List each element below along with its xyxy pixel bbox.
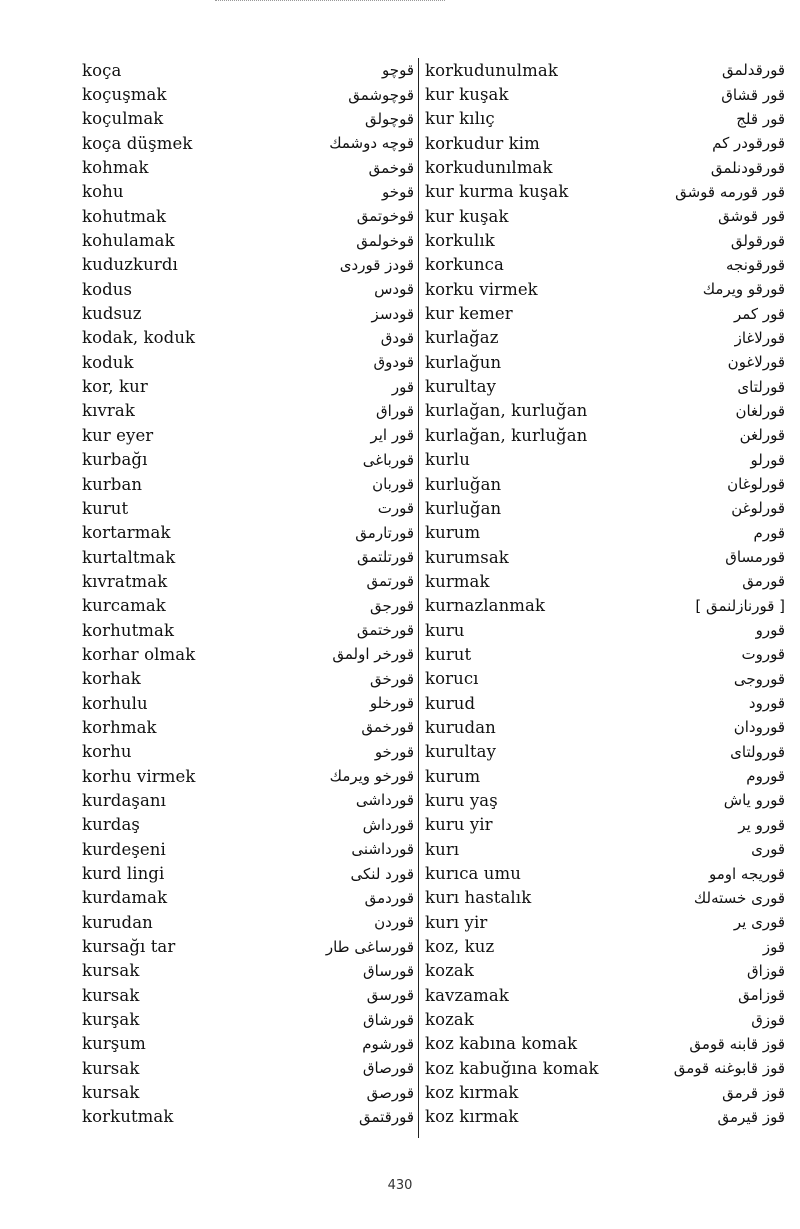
dictionary-entry [425, 204, 785, 228]
dictionary-entry [82, 58, 422, 82]
arabic-script-form: قورت [377, 499, 414, 518]
dictionary-entry [425, 740, 785, 764]
dictionary-entry [425, 837, 785, 861]
arabic-script-form: قورم [753, 523, 785, 542]
arabic-script-form: قورخو [374, 742, 414, 761]
arabic-script-form: قوز قابنه قومق [689, 1034, 785, 1053]
headword: koçuşmak [82, 85, 167, 105]
dictionary-entry [425, 472, 785, 496]
dictionary-entry [425, 521, 785, 545]
arabic-script-form: قوز قیرمق [717, 1107, 785, 1126]
dictionary-entry [425, 107, 785, 131]
headword: kurum [425, 766, 481, 786]
headword: korhutmak [82, 620, 175, 640]
headword: kuduzkurdı [82, 255, 178, 275]
headword: kudsuz [82, 304, 142, 324]
headword: kurud [425, 693, 476, 713]
arabic-script-form: قورداشنی [351, 840, 414, 859]
headword: kurultay [425, 742, 497, 762]
dictionary-entry [425, 423, 785, 447]
arabic-script-form: قوروم [746, 767, 785, 786]
headword: koz kabına komak [425, 1034, 578, 1054]
headword: kur kılıç [425, 109, 495, 129]
dictionary-entry [425, 253, 785, 277]
dictionary-entry [425, 1032, 785, 1056]
headword: korhar olmak [82, 644, 196, 664]
dictionary-entry [425, 301, 785, 325]
arabic-script-form: قورساق [363, 961, 414, 980]
column-divider [418, 58, 419, 1138]
arabic-script-form: قورسق [366, 986, 414, 1005]
headword: kurlağaz [425, 328, 499, 348]
headword: kodak, koduk [82, 328, 196, 348]
arabic-script-form: قورلوغن [731, 499, 785, 518]
arabic-script-form: قورود [748, 694, 785, 713]
dictionary-entry [82, 448, 422, 472]
dictionary-entry [82, 374, 422, 398]
dictionary-entry [425, 910, 785, 934]
arabic-script-form: قوزاق [747, 961, 785, 980]
dictionary-entry [425, 496, 785, 520]
dictionary-entry [425, 82, 785, 106]
headword: kohu [82, 182, 124, 202]
dictionary-entry [82, 1007, 422, 1031]
headword: kursak [82, 985, 140, 1005]
arabic-script-form: قورشوم [362, 1034, 414, 1053]
headword: kur kemer [425, 304, 513, 324]
headword: korku virmek [425, 279, 538, 299]
headword: korkutmak [82, 1107, 174, 1127]
dictionary-entry [425, 618, 785, 642]
arabic-script-form: قوری [751, 840, 785, 859]
arabic-script-form: قورتلتمق [356, 548, 414, 567]
arabic-script-form: قورشاق [363, 1010, 414, 1029]
arabic-script-form: قور قوشق [718, 207, 785, 226]
headword: korhulu [82, 693, 148, 713]
dictionary-entry [425, 131, 785, 155]
headword: korkudur kim [425, 133, 540, 153]
dictionary-entry [82, 764, 422, 788]
headword: koz kırmak [425, 1083, 519, 1103]
dictionary-entry [82, 788, 422, 812]
arabic-script-form: قورو [755, 621, 785, 640]
headword: koz kabuğına komak [425, 1058, 599, 1078]
dictionary-entry [82, 107, 422, 131]
dictionary-entry [425, 326, 785, 350]
dictionary-entry [82, 326, 422, 350]
dictionary-entry [82, 642, 422, 666]
arabic-script-form: قورلو [750, 450, 785, 469]
headword: kurluğan [425, 498, 502, 518]
dictionary-entry [425, 1007, 785, 1031]
headword: kurtaltmak [82, 547, 176, 567]
headword: kurı [425, 839, 460, 859]
arabic-script-form: قورقودر کم [712, 134, 785, 153]
headword: kursağı tar [82, 937, 176, 957]
arabic-script-form: قورلتای [737, 377, 785, 396]
dictionary-entry [425, 934, 785, 958]
arabic-script-form: قوریجه اومو [708, 864, 785, 883]
arabic-script-form: قور کمر [733, 304, 785, 323]
headword: kurbağı [82, 450, 148, 470]
dictionary-entry [82, 253, 422, 277]
arabic-script-form: قودس [374, 280, 414, 299]
arabic-script-form: قوز قابوغنه قومق [673, 1059, 785, 1078]
headword: korhu virmek [82, 766, 196, 786]
headword: kurı hastalık [425, 888, 532, 908]
arabic-script-form: قورخق [370, 669, 414, 688]
arabic-script-form: قوراق [376, 401, 414, 420]
dictionary-entry [82, 1056, 422, 1080]
arabic-script-form: قوخوتمق [356, 207, 414, 226]
headword: korhu [82, 742, 132, 762]
dictionary-entry [425, 691, 785, 715]
arabic-script-form: قوربان [372, 475, 414, 494]
headword: kur kuşak [425, 85, 509, 105]
dictionary-entry [82, 1105, 422, 1129]
arabic-script-form: قورقونجه [726, 255, 785, 274]
headword: kurdamak [82, 888, 168, 908]
headword: kurluğan [425, 474, 502, 494]
headword: korkulık [425, 231, 495, 251]
headword: kohmak [82, 158, 149, 178]
arabic-script-form: قودوق [373, 353, 414, 372]
headword: korhmak [82, 717, 157, 737]
arabic-script-form: قورقو ویرمك [702, 280, 785, 299]
headword: kur kuşak [425, 206, 509, 226]
arabic-script-form: قورقدلمق [722, 61, 785, 80]
dictionary-entry [82, 521, 422, 545]
arabic-script-form: قورو یاش [723, 791, 785, 810]
dictionary-entry [425, 448, 785, 472]
arabic-script-form: قوری یر [733, 913, 785, 932]
dictionary-entry [425, 959, 785, 983]
dictionary-entry [425, 983, 785, 1007]
headword: kurudan [82, 912, 153, 932]
headword: korkunca [425, 255, 504, 275]
arabic-script-form: قورلغن [739, 426, 785, 445]
dictionary-entry [425, 58, 785, 82]
arabic-script-form: قورصق [366, 1083, 414, 1102]
headword: koduk [82, 352, 134, 372]
arabic-script-form: قور قورمه قوشق [675, 182, 785, 201]
headword: koz kırmak [425, 1107, 519, 1127]
dictionary-entry [82, 350, 422, 374]
headword: kurumsak [425, 547, 509, 567]
headword: kurşum [82, 1034, 146, 1054]
headword: koça düşmek [82, 133, 193, 153]
arabic-script-form: قورقودنلمق [710, 158, 785, 177]
headword: kurudan [425, 717, 496, 737]
dictionary-entry [82, 861, 422, 885]
dictionary-entry [82, 399, 422, 423]
arabic-script-form: قورداشی [355, 791, 414, 810]
headword: kurlağan, kurluğan [425, 401, 588, 421]
dictionary-entry [82, 155, 422, 179]
arabic-script-form: قورتارمق [355, 523, 414, 542]
dictionary-entry [82, 594, 422, 618]
dictionary-entry [425, 545, 785, 569]
arabic-script-form: قور [391, 377, 414, 396]
headword: kurut [425, 644, 472, 664]
arabic-script-form: قورقتمق [358, 1107, 414, 1126]
arabic-script-form: قورداش [362, 815, 414, 834]
left-column [82, 58, 422, 1129]
headword: kurmak [425, 571, 490, 591]
dictionary-entry [425, 180, 785, 204]
dictionary-entry [82, 545, 422, 569]
dictionary-entry [82, 813, 422, 837]
headword: kursak [82, 1083, 140, 1103]
arabic-script-form: قوزامق [738, 986, 785, 1005]
arabic-script-form: قورمساق [725, 548, 785, 567]
arabic-script-form: قوردن [374, 913, 414, 932]
dictionary-entry [82, 886, 422, 910]
arabic-script-form: قورخو ویرمك [329, 767, 414, 786]
arabic-script-form: قور قشاق [721, 85, 785, 104]
arabic-script-form: قورولتای [730, 742, 785, 761]
headword: kur kurma kuşak [425, 182, 569, 202]
dictionary-entry [82, 228, 422, 252]
dictionary-entry [82, 472, 422, 496]
arabic-script-form: قورباغی [362, 450, 414, 469]
dictionary-entry [425, 350, 785, 374]
headword: kıvratmak [82, 571, 168, 591]
headword: korucı [425, 669, 479, 689]
headword: kodus [82, 279, 133, 299]
headword: kursak [82, 961, 140, 981]
arabic-script-form: قورجق [370, 596, 414, 615]
right-column [425, 58, 785, 1129]
dictionary-entry [425, 788, 785, 812]
dictionary-entry [425, 667, 785, 691]
headword: kurlu [425, 450, 470, 470]
dictionary-entry [82, 180, 422, 204]
arabic-script-form: قورخمق [361, 718, 414, 737]
headword: kuru yaş [425, 790, 498, 810]
headword: kurban [82, 474, 143, 494]
dictionary-entry [82, 691, 422, 715]
arabic-script-form: قوز [762, 937, 785, 956]
headword: kurlağun [425, 352, 502, 372]
dictionary-entry [425, 228, 785, 252]
arabic-script-form: قورخر اولمق [332, 645, 414, 664]
headword: kurdaş [82, 815, 140, 835]
headword: kurdaşanı [82, 790, 167, 810]
arabic-script-form: قوچولق [364, 109, 414, 128]
dictionary-entry [425, 374, 785, 398]
dictionary-entry [82, 301, 422, 325]
top-edge-mark [215, 0, 445, 5]
dictionary-entry [425, 861, 785, 885]
dictionary-entry [425, 886, 785, 910]
headword: koça [82, 60, 122, 80]
headword: kohutmak [82, 206, 167, 226]
arabic-script-form: قوچه دوشمك [329, 134, 414, 153]
arabic-script-form: قوز قرمق [722, 1083, 785, 1102]
dictionary-entry [82, 837, 422, 861]
headword: kuru yir [425, 815, 493, 835]
dictionary-entry [425, 594, 785, 618]
arabic-script-form: قودق [380, 328, 414, 347]
arabic-script-form: قوخولمق [356, 231, 414, 250]
dictionary-entry [82, 1080, 422, 1104]
headword: kurnazlanmak [425, 596, 546, 616]
headword: kavzamak [425, 985, 509, 1005]
dictionary-entry [425, 277, 785, 301]
headword: kurum [425, 523, 481, 543]
arabic-script-form: قورد لنکی [350, 864, 414, 883]
arabic-script-form: قورختمق [356, 621, 414, 640]
dictionary-entry [82, 618, 422, 642]
dictionary-entry [82, 715, 422, 739]
dictionary-entry [82, 667, 422, 691]
arabic-script-form: قوری خسته‌لك [693, 888, 785, 907]
arabic-script-form: قور قلج [736, 109, 785, 128]
headword: kur eyer [82, 425, 154, 445]
arabic-script-form: قورمق [742, 572, 785, 591]
dictionary-entry [425, 813, 785, 837]
dictionary-entry [82, 740, 422, 764]
dictionary-entry [82, 204, 422, 228]
arabic-script-form: قور ایر [370, 426, 414, 445]
arabic-script-form: قوروجی [733, 669, 785, 688]
arabic-script-form: قورلغان [735, 401, 785, 420]
headword: kortarmak [82, 523, 171, 543]
headword: kursak [82, 1058, 140, 1078]
arabic-script-form: قورساغی طار [325, 937, 414, 956]
arabic-script-form: قوخو [382, 182, 414, 201]
headword: kozak [425, 961, 474, 981]
headword: korkudunulmak [425, 60, 558, 80]
headword: kurut [82, 498, 129, 518]
headword: kozak [425, 1010, 474, 1030]
headword: kurcamak [82, 596, 166, 616]
arabic-script-form: قورلاغون [727, 353, 785, 372]
arabic-script-form: قورقولق [730, 231, 785, 250]
arabic-script-form: قورلوغان [727, 475, 785, 494]
arabic-script-form: قوردمق [364, 888, 414, 907]
arabic-script-form: قورو یر [738, 815, 785, 834]
dictionary-entry [82, 959, 422, 983]
arabic-script-form: قورصاق [362, 1059, 414, 1078]
dictionary-entry [82, 983, 422, 1007]
arabic-script-form: [ قورنازلنمق ] [695, 596, 785, 615]
arabic-script-form: قوچوشمق [348, 85, 414, 104]
headword: kurdeşeni [82, 839, 166, 859]
headword: koçulmak [82, 109, 164, 129]
arabic-script-form: قورتمق [366, 572, 414, 591]
headword: kohulamak [82, 231, 175, 251]
arabic-script-form: قورلاغاز [734, 328, 785, 347]
dictionary-entry [425, 155, 785, 179]
headword: kurlağan, kurluğan [425, 425, 588, 445]
arabic-script-form: قوزق [751, 1010, 785, 1029]
headword: korkudunılmak [425, 158, 553, 178]
headword: kurşak [82, 1010, 140, 1030]
dictionary-entry [82, 934, 422, 958]
dictionary-entry [82, 910, 422, 934]
arabic-script-form: قورودان [733, 718, 785, 737]
arabic-script-form: قورخلو [369, 694, 414, 713]
headword: korhak [82, 669, 141, 689]
headword: kurıca umu [425, 864, 522, 884]
headword: kor, kur [82, 377, 148, 397]
dictionary-entry [425, 764, 785, 788]
headword: kurı yir [425, 912, 488, 932]
arabic-script-form: قودسز [371, 304, 414, 323]
dictionary-entry [82, 82, 422, 106]
headword: koz, kuz [425, 937, 495, 957]
dictionary-entry [82, 569, 422, 593]
headword: kıvrak [82, 401, 135, 421]
arabic-script-form: قوروت [741, 645, 785, 664]
dictionary-entry [82, 1032, 422, 1056]
arabic-script-form: قوخمق [368, 158, 414, 177]
arabic-script-form: قودز قوردی [339, 255, 414, 274]
dictionary-entry [82, 423, 422, 447]
dictionary-entry [82, 131, 422, 155]
dictionary-entry [82, 496, 422, 520]
page-number: 430 [387, 1178, 413, 1193]
dictionary-entry [425, 642, 785, 666]
dictionary-entry [82, 277, 422, 301]
dictionary-entry [425, 715, 785, 739]
dictionary-entry [425, 399, 785, 423]
dictionary-entry [425, 569, 785, 593]
headword: kuru [425, 620, 465, 640]
dictionary-entry [425, 1080, 785, 1104]
arabic-script-form: قوچو [382, 61, 414, 80]
headword: kurultay [425, 377, 497, 397]
dictionary-entry [425, 1056, 785, 1080]
headword: kurd lingi [82, 864, 165, 884]
dictionary-entry [425, 1105, 785, 1129]
